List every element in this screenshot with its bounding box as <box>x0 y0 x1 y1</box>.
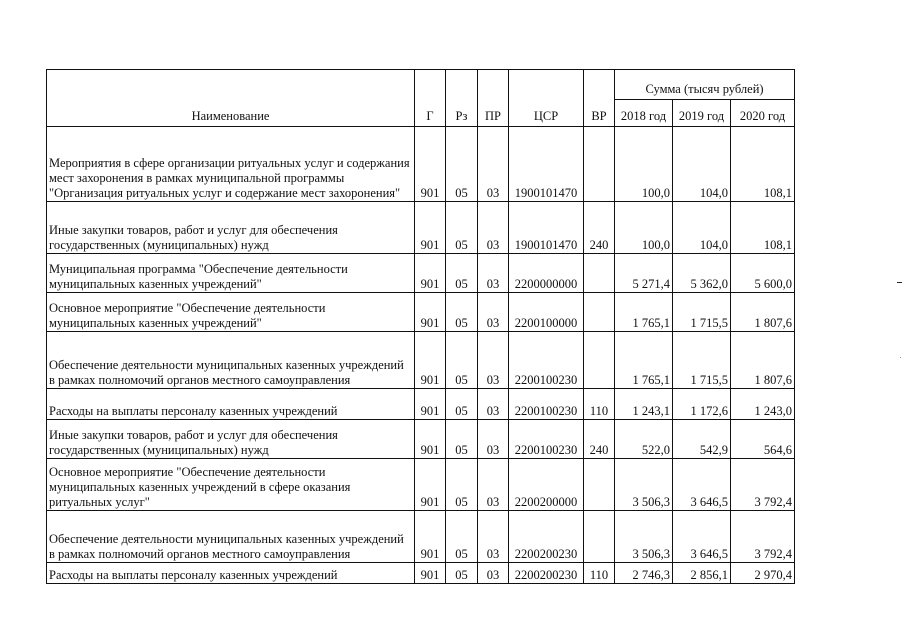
row-2019: 2 856,1 <box>673 563 731 584</box>
row-name: Иные закупки товаров, работ и услуг для обеспечения государственных (муниципальных) нужд <box>47 420 415 459</box>
row-2019: 5 362,0 <box>673 254 731 293</box>
row-name: Муниципальная программа "Обеспечение деятельности муниципальных казенных учреждений" <box>47 254 415 293</box>
row-name: Обеспечение деятельности муниципальных казенных учреждений в рамках полномочий органов местного самоуправления <box>47 332 415 389</box>
row-2020: 5 600,0 <box>731 254 795 293</box>
table-row <box>47 459 795 511</box>
row-vr <box>584 511 615 563</box>
row-pr: 03 <box>478 389 509 420</box>
row-rz: 05 <box>446 563 478 584</box>
row-csr: 2200200230 <box>509 511 584 563</box>
row-name: Расходы на выплаты персоналу казенных учреждений <box>47 389 415 420</box>
row-2020: 2 970,4 <box>731 563 795 584</box>
table-row <box>47 563 795 584</box>
row-2020: 1 807,6 <box>731 332 795 389</box>
row-2018: 3 506,3 <box>615 511 673 563</box>
row-rz: 05 <box>446 459 478 511</box>
row-vr <box>584 127 615 202</box>
row-2019: 1 172,6 <box>673 389 731 420</box>
row-csr: 2200000000 <box>509 254 584 293</box>
row-csr: 2200100230 <box>509 389 584 420</box>
row-2020: 3 792,4 <box>731 511 795 563</box>
header-year-2019: 2019 год <box>673 100 731 127</box>
row-rz: 05 <box>446 389 478 420</box>
row-pr: 03 <box>478 293 509 332</box>
row-pr: 03 <box>478 420 509 459</box>
row-pr: 03 <box>478 127 509 202</box>
row-2019: 3 646,5 <box>673 511 731 563</box>
row-2020: 1 243,0 <box>731 389 795 420</box>
row-2018: 2 746,3 <box>615 563 673 584</box>
header-g: Г <box>415 70 446 127</box>
header-year-2018: 2018 год <box>615 100 673 127</box>
row-csr: 1900101470 <box>509 202 584 254</box>
row-vr <box>584 332 615 389</box>
row-pr: 03 <box>478 511 509 563</box>
row-rz: 05 <box>446 293 478 332</box>
row-2018: 100,0 <box>615 127 673 202</box>
row-vr: 110 <box>584 563 615 584</box>
row-name: Основное мероприятие "Обеспечение деятельности муниципальных казенных учреждений в сфере оказания ритуальных услуг" <box>47 459 415 511</box>
row-rz: 05 <box>446 420 478 459</box>
row-csr: 2200100230 <box>509 332 584 389</box>
table-row <box>47 511 795 563</box>
table-row <box>47 127 795 202</box>
row-2019: 1 715,5 <box>673 293 731 332</box>
row-g: 901 <box>415 293 446 332</box>
row-2019: 1 715,5 <box>673 332 731 389</box>
row-vr: 240 <box>584 202 615 254</box>
table-row <box>47 254 795 293</box>
row-name: Расходы на выплаты персоналу казенных учреждений <box>47 563 415 584</box>
row-g: 901 <box>415 389 446 420</box>
table-body <box>47 127 795 584</box>
row-rz: 05 <box>446 511 478 563</box>
header-sum-title: Сумма (тысяч рублей) <box>615 70 795 100</box>
row-pr: 03 <box>478 563 509 584</box>
row-g: 901 <box>415 202 446 254</box>
row-2018: 1 765,1 <box>615 332 673 389</box>
scan-mark <box>897 282 902 283</box>
table-header <box>47 70 795 127</box>
row-name: Мероприятия в сфере организации ритуальных услуг и содержания мест захоронения в рамках муниципальной программы "Организация ритуальных услуг и содержание мест захоронения" <box>47 127 415 202</box>
table-row <box>47 332 795 389</box>
scan-dot <box>900 357 901 358</box>
row-vr <box>584 254 615 293</box>
row-2020: 564,6 <box>731 420 795 459</box>
row-rz: 05 <box>446 202 478 254</box>
row-2019: 542,9 <box>673 420 731 459</box>
row-2019: 3 646,5 <box>673 459 731 511</box>
row-name: Обеспечение деятельности муниципальных казенных учреждений в рамках полномочий органов местного самоуправления <box>47 511 415 563</box>
header-year-2020: 2020 год <box>731 100 795 127</box>
row-vr: 110 <box>584 389 615 420</box>
row-name: Основное мероприятие "Обеспечение деятельности муниципальных казенных учреждений" <box>47 293 415 332</box>
row-g: 901 <box>415 127 446 202</box>
row-rz: 05 <box>446 254 478 293</box>
table-row <box>47 420 795 459</box>
row-g: 901 <box>415 511 446 563</box>
row-rz: 05 <box>446 127 478 202</box>
row-2018: 522,0 <box>615 420 673 459</box>
table-row <box>47 293 795 332</box>
row-g: 901 <box>415 459 446 511</box>
row-csr: 2200100230 <box>509 420 584 459</box>
row-2018: 1 765,1 <box>615 293 673 332</box>
row-2020: 108,1 <box>731 127 795 202</box>
row-rz: 05 <box>446 332 478 389</box>
row-2018: 100,0 <box>615 202 673 254</box>
row-pr: 03 <box>478 202 509 254</box>
row-2020: 3 792,4 <box>731 459 795 511</box>
row-csr: 2200200000 <box>509 459 584 511</box>
row-vr <box>584 459 615 511</box>
header-pr: ПР <box>478 70 509 127</box>
row-vr: 240 <box>584 420 615 459</box>
row-g: 901 <box>415 254 446 293</box>
row-2019: 104,0 <box>673 202 731 254</box>
row-g: 901 <box>415 420 446 459</box>
header-rz: Рз <box>446 70 478 127</box>
row-pr: 03 <box>478 332 509 389</box>
row-2020: 108,1 <box>731 202 795 254</box>
row-2018: 3 506,3 <box>615 459 673 511</box>
budget-table <box>46 69 795 584</box>
row-pr: 03 <box>478 459 509 511</box>
row-2018: 5 271,4 <box>615 254 673 293</box>
row-pr: 03 <box>478 254 509 293</box>
row-g: 901 <box>415 332 446 389</box>
row-2020: 1 807,6 <box>731 293 795 332</box>
row-csr: 2200200230 <box>509 563 584 584</box>
row-name: Иные закупки товаров, работ и услуг для обеспечения государственных (муниципальных) нужд <box>47 202 415 254</box>
table-row <box>47 389 795 420</box>
row-csr: 2200100000 <box>509 293 584 332</box>
row-g: 901 <box>415 563 446 584</box>
header-name: Наименование <box>47 70 415 127</box>
row-vr <box>584 293 615 332</box>
row-2019: 104,0 <box>673 127 731 202</box>
row-2018: 1 243,1 <box>615 389 673 420</box>
header-vr: ВР <box>584 70 615 127</box>
header-csr: ЦСР <box>509 70 584 127</box>
table-row <box>47 202 795 254</box>
row-csr: 1900101470 <box>509 127 584 202</box>
